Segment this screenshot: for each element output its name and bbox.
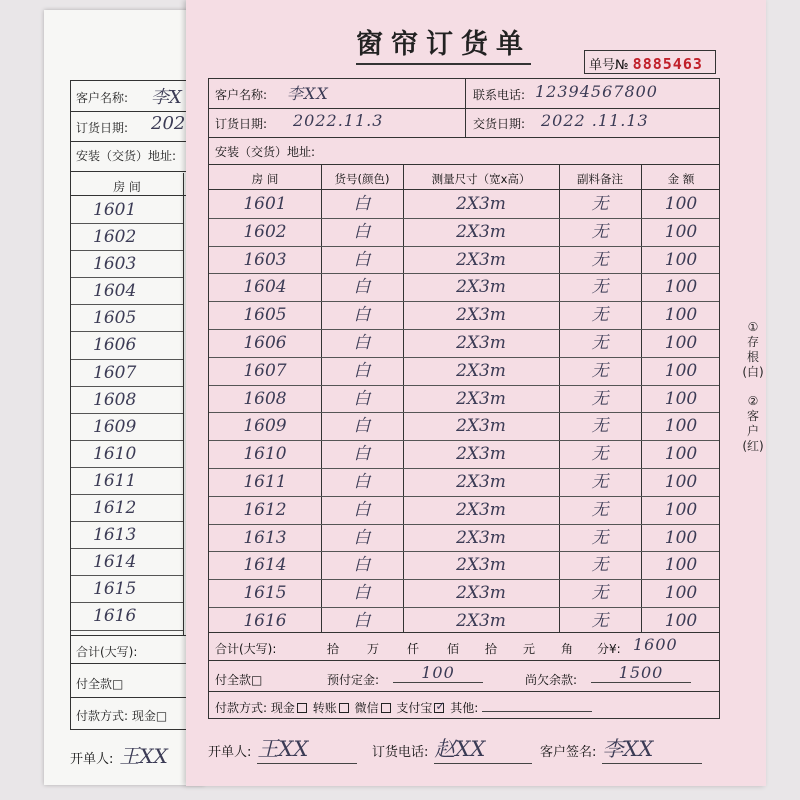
column-amount: 金 额 (667, 172, 695, 186)
side-note-char: (红) (742, 439, 764, 453)
amount-cell: 100 (664, 277, 698, 298)
issuer-label: 开单人: (208, 745, 252, 760)
back-room-list (71, 197, 183, 631)
other-field[interactable] (482, 711, 592, 712)
table-row (209, 358, 719, 386)
size-cell: 2X3m (456, 221, 506, 242)
room-cell: 1609 (243, 416, 287, 437)
amount-cell: 100 (664, 471, 698, 492)
back-room-cell: 1614 (71, 549, 183, 576)
table-row (209, 441, 719, 469)
room-cell: 1601 (243, 194, 287, 214)
balance-label: 尚欠余款: (525, 673, 578, 687)
room-cell: 1603 (243, 249, 287, 270)
color-cell: 白 (353, 332, 371, 353)
room-cell: 1606 (243, 332, 287, 353)
back-customer-label: 客户名称: (76, 91, 129, 105)
amount-cell: 100 (664, 221, 698, 242)
color-cell: 白 (353, 277, 371, 298)
room-cell: 1610 (243, 444, 287, 465)
table-row (209, 191, 719, 219)
order-phone (372, 733, 532, 764)
back-total-label: 合计(大写): (76, 645, 138, 659)
room-cell: 1614 (243, 555, 287, 576)
back-order-sheet (44, 10, 204, 785)
amount-cell: 100 (664, 527, 698, 548)
page-title: 窗帘订货单 (356, 22, 531, 65)
side-note-char: 客 (746, 409, 759, 423)
back-room-cell: 1605 (71, 305, 183, 332)
payment-option-label: 现金 (270, 701, 295, 715)
size-cell: 2X3m (456, 388, 506, 409)
size-cell: 2X3m (456, 360, 506, 381)
order-form (208, 78, 720, 719)
other-label: 其他: (450, 701, 479, 715)
order-number-label: 单号№ (589, 58, 629, 73)
back-issuer-value: 王XX (119, 744, 168, 768)
side-note-char: 根 (746, 350, 759, 364)
color-cell: 白 (353, 555, 371, 576)
balance-value: 1500 (591, 663, 691, 683)
back-full-payment-label: 付全款□ (76, 677, 124, 691)
size-cell: 2X3m (456, 332, 506, 353)
back-form-grid (70, 80, 204, 730)
room-cell: 1611 (243, 471, 287, 492)
deposit-label: 预付定金: (327, 673, 380, 687)
room-cell: 1602 (243, 221, 287, 242)
table-row (209, 469, 719, 497)
total-unit-label: 仟 (407, 642, 420, 656)
amount-cell: 100 (664, 610, 698, 631)
amount-cell: 100 (664, 249, 698, 270)
back-address-label: 安装（交货）地址: (76, 149, 177, 163)
side-note-char: 户 (746, 424, 759, 438)
back-issuer (70, 740, 168, 769)
note-cell: 无 (591, 416, 609, 437)
color-cell: 白 (353, 444, 371, 465)
total-unit-label: 元 (523, 642, 536, 656)
address-label: 安装（交货）地址: (215, 145, 316, 159)
room-cell: 1615 (243, 583, 287, 604)
amount-cell: 100 (664, 444, 698, 465)
copy-color-note (742, 320, 764, 454)
color-cell: 白 (353, 583, 371, 604)
back-issuer-label: 开单人: (70, 752, 114, 767)
total-unit-label: 万 (367, 642, 380, 656)
back-room-cell: 1615 (71, 576, 183, 603)
order-rows (209, 191, 719, 636)
delivery-date-label: 交货日期: (473, 117, 526, 131)
payment-checkbox[interactable] (434, 703, 444, 713)
room-cell: 1605 (243, 305, 287, 326)
column-item-color: 货号(颜色) (334, 172, 390, 186)
note-cell: 无 (591, 471, 609, 492)
back-room-cell: 1602 (71, 224, 183, 251)
total-label: 合计(大写): (215, 642, 277, 656)
note-cell: 无 (591, 305, 609, 326)
back-order-date-value: 202 (151, 113, 186, 134)
back-room-cell: 1616 (71, 603, 183, 630)
size-cell: 2X3m (456, 555, 506, 576)
color-cell: 白 (353, 610, 371, 631)
customer-sign-label: 客户签名: (540, 745, 597, 760)
color-cell: 白 (353, 527, 371, 548)
total-unit-label: 角 (561, 642, 574, 656)
color-cell: 白 (353, 471, 371, 492)
size-cell: 2X3m (456, 416, 506, 437)
payment-checkbox[interactable] (339, 703, 349, 713)
issuer-value: 王XX (257, 733, 357, 764)
room-cell: 1616 (243, 610, 287, 631)
back-room-cell: 1607 (71, 360, 183, 387)
total-unit-label: 分¥: (597, 642, 621, 656)
side-note-char: ② (747, 394, 759, 408)
color-cell: 白 (353, 416, 371, 437)
room-cell: 1608 (243, 388, 287, 409)
table-row (209, 330, 719, 358)
back-room-cell: 1601 (71, 197, 183, 224)
size-cell: 2X3m (456, 583, 506, 604)
color-cell: 白 (353, 221, 371, 242)
back-order-date-label: 订货日期: (76, 121, 129, 135)
payment-method-row (215, 699, 592, 716)
note-cell: 无 (591, 444, 609, 465)
phone-label: 联系电话: (473, 88, 526, 102)
payment-checkbox[interactable] (297, 703, 307, 713)
full-payment-label: 付全款□ (215, 673, 263, 687)
payment-options (271, 701, 450, 715)
payment-checkbox[interactable] (381, 703, 391, 713)
note-cell: 无 (591, 249, 609, 270)
note-cell: 无 (591, 499, 609, 520)
table-row (209, 302, 719, 330)
order-number: 8885463 (632, 55, 703, 73)
size-cell: 2X3m (456, 527, 506, 548)
issuer (208, 733, 357, 764)
column-size: 测量尺寸（宽x高） (431, 172, 531, 186)
note-cell: 无 (591, 610, 609, 631)
color-cell: 白 (353, 388, 371, 409)
size-cell: 2X3m (456, 499, 506, 520)
back-room-cell: 1611 (71, 468, 183, 495)
color-cell: 白 (353, 249, 371, 270)
back-room-cell: 1613 (71, 522, 183, 549)
amount-cell: 100 (664, 194, 698, 214)
color-cell: 白 (353, 360, 371, 381)
room-cell: 1607 (243, 360, 287, 381)
room-cell: 1613 (243, 527, 287, 548)
back-payment-method-label: 付款方式: 现金□ (76, 709, 168, 723)
back-room-header: 房 间 (113, 180, 141, 194)
note-cell: 无 (591, 194, 609, 214)
table-row (209, 525, 719, 553)
amount-cell: 100 (664, 332, 698, 353)
back-customer-value: 李X (151, 87, 182, 108)
color-cell: 白 (353, 194, 371, 214)
side-note-char: 存 (746, 335, 759, 349)
color-cell: 白 (353, 499, 371, 520)
table-row (209, 386, 719, 414)
note-cell: 无 (591, 388, 609, 409)
table-row (209, 413, 719, 441)
delivery-date-value: 2022 .11.13 (541, 111, 649, 130)
total-value: 1600 (633, 635, 678, 654)
size-cell: 2X3m (456, 471, 506, 492)
order-sheet (186, 0, 766, 786)
customer-signature (540, 733, 702, 764)
back-room-cell: 1610 (71, 441, 183, 468)
note-cell: 无 (591, 221, 609, 242)
payment-method-label: 付款方式: (215, 701, 268, 715)
deposit-value: 100 (393, 663, 483, 683)
payment-option-label: 微信 (354, 701, 379, 715)
side-note-char: ① (747, 320, 759, 334)
size-cell: 2X3m (456, 277, 506, 298)
back-room-cell: 1612 (71, 495, 183, 522)
total-unit-label: 拾 (327, 642, 340, 656)
amount-cell: 100 (664, 555, 698, 576)
order-date-label: 订货日期: (215, 117, 268, 131)
total-unit-label: 拾 (485, 642, 498, 656)
customer-label: 客户名称: (215, 88, 268, 102)
order-phone-value: 赵XX (434, 733, 532, 764)
note-cell: 无 (591, 360, 609, 381)
size-cell: 2X3m (456, 305, 506, 326)
order-phone-label: 订货电话: (372, 745, 429, 760)
note-cell: 无 (591, 583, 609, 604)
size-cell: 2X3m (456, 249, 506, 270)
table-row (209, 552, 719, 580)
back-room-cell: 1609 (71, 414, 183, 441)
size-cell: 2X3m (456, 610, 506, 631)
customer-value: 李XX (287, 84, 329, 103)
payment-option-label: 支付宝 (396, 701, 433, 715)
total-unit-label: 佰 (447, 642, 460, 656)
note-cell: 无 (591, 332, 609, 353)
color-cell: 白 (353, 305, 371, 326)
room-cell: 1612 (243, 499, 287, 520)
amount-cell: 100 (664, 416, 698, 437)
amount-cell: 100 (664, 499, 698, 520)
column-notes: 副料备注 (577, 172, 623, 186)
note-cell: 无 (591, 277, 609, 298)
amount-cell: 100 (664, 360, 698, 381)
note-cell: 无 (591, 555, 609, 576)
back-room-cell: 1606 (71, 332, 183, 359)
order-number-box (584, 50, 716, 74)
amount-cell: 100 (664, 583, 698, 604)
amount-cell: 100 (664, 388, 698, 409)
back-room-cell: 1604 (71, 278, 183, 305)
table-row (209, 497, 719, 525)
table-row (209, 274, 719, 302)
customer-sign-value: 李XX (602, 733, 702, 764)
table-row (209, 580, 719, 608)
table-row (209, 219, 719, 247)
amount-cell: 100 (664, 305, 698, 326)
note-cell: 无 (591, 527, 609, 548)
size-cell: 2X3m (456, 194, 506, 214)
room-cell: 1604 (243, 277, 287, 298)
size-cell: 2X3m (456, 444, 506, 465)
phone-value: 12394567800 (535, 82, 658, 101)
table-row (209, 247, 719, 275)
back-room-cell: 1608 (71, 387, 183, 414)
column-room: 房 间 (251, 172, 279, 186)
back-room-cell: 1603 (71, 251, 183, 278)
order-date-value: 2022.11.3 (293, 111, 384, 130)
payment-option-label: 转账 (312, 701, 337, 715)
side-note-char: (白) (742, 365, 764, 379)
